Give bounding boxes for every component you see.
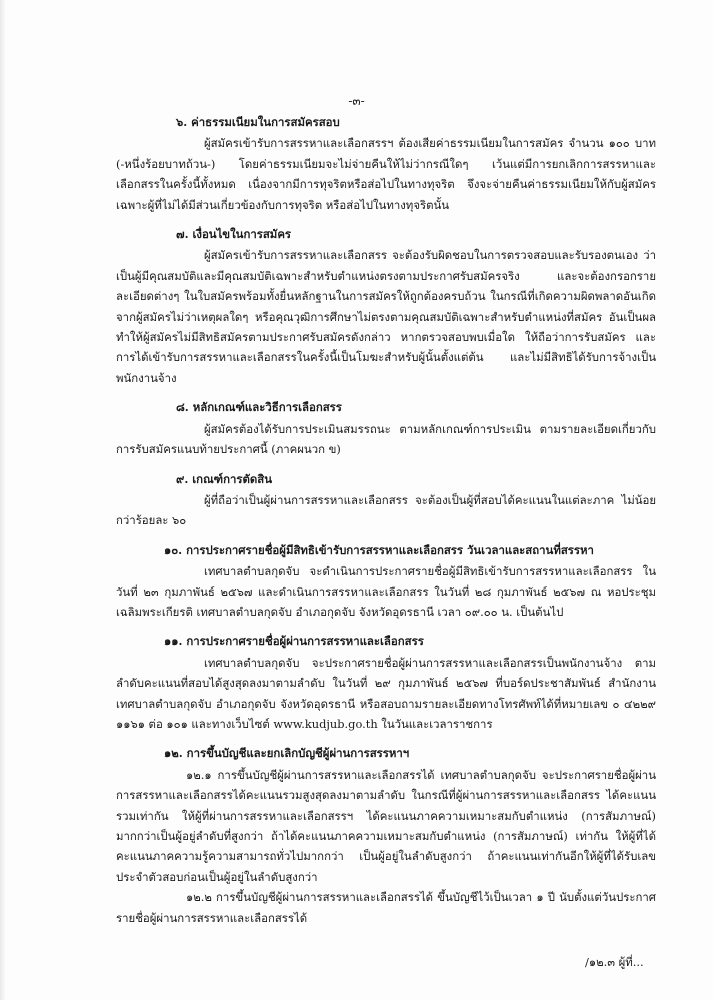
section-results-announcement bbox=[116, 631, 656, 734]
section-conditions bbox=[116, 224, 656, 388]
section-fee bbox=[116, 112, 656, 215]
section-candidate-announcement bbox=[116, 540, 656, 623]
document-body bbox=[116, 112, 656, 937]
section-heading: ๖. ค่าธรรมเนียมในการสมัครสอบ bbox=[176, 115, 340, 129]
section-paragraph: เทศบาลตำบลกุดจับ จะดำเนินการประกาศรายชื่อผู้มีสิทธิเข้ารับการสรรหาและเลือกสรร ในวันที่ ๒๓ กุมภาพันธ์ ๒๕๖๗ และดำเนินการสรรหาและเลือกสรร ในวันที่ ๒๘ กุมภาพันธ์ ๒๕๖๗ ณ หอประชุมเฉลิมพระเกียรติ เทศบาลตำบลกุดจับ อำเภอกุดจับ จังหวัดอุดรธานี เวลา ๐๙.๐๐ น. เป็นต้นไป bbox=[116, 564, 656, 619]
continuation-marker: /๑๒.๓ ผู้ที่... bbox=[585, 955, 644, 969]
section-heading: ๙. เกณฑ์การตัดสิน bbox=[176, 471, 273, 486]
section-judgment-criteria bbox=[116, 469, 656, 531]
section-paragraph: ผู้สมัครเข้ารับการสรรหาและเลือกสรร จะต้องรับผิดชอบในการตรวจสอบและรับรองตนเอง ว่าเป็นผู้มีคุณสมบัติและมีคุณสมบัติเฉพาะสำหรับตำแหน่งตรงตามประกาศรับสมัครจริง และจะต้องกรอกรายละเอียดต่างๆ ในใบสมัครพร้อมทั้งยื่นหลักฐานในการสมัครให้ถูกต้องครบถ้วน ในกรณีที่เกิดความผิดพลาดอันเกิดจากผู้สมัครไม่ว่าเหตุผลใดๆ หรือคุณวุฒิการศึกษาไม่ตรงตามคุณสมบัติเฉพาะสำหรับตำแหน่งที่สมัคร อันเป็นผลทำให้ผู้สมัครไม่มีสิทธิสมัครตามประกาศรับสมัครดังกล่าว หากตรวจสอบพบเมื่อใด ให้ถือว่าการรับสมัคร และการได้เข้ารับการสรรหาและเลือกสรรในครั้งนี้เป็นโมฆะสำหรับผู้นั้นตั้งแต่ต้น และไม่มีสิทธิได้รับการจ้างเป็นพนักงานจ้าง bbox=[116, 248, 656, 385]
section-paragraph: ๑๒.๑ การขึ้นบัญชีผู้ผ่านการสรรหาและเลือกสรรได้ เทศบาลตำบลกุดจับ จะประกาศรายชื่อผู้ผ่านการสรรหาและเลือกสรรได้คะแนนรวมสูงสุดลงมาตามลำดับ ในกรณีที่ผู้ผ่านการสรรหาและเลือกสรร ได้คะแนนรวมเท่ากัน ให้ผู้ที่ผ่านการสรรหาและเลือกสรรฯ ได้คะแนนภาคความเหมาะสมกับตำแหน่ง (การสัมภาษณ์) มากกว่าเป็นผู้อยู่ลำดับที่สูงกว่า ถ้าได้คะแนนภาคความเหมาะสมกับตำแหน่ง (การสัมภาษณ์) เท่ากัน ให้ผู้ที่ได้คะแนนภาคความรู้ความสามารถทั่วไปมากกว่า เป็นผู้อยู่ในลำดับสูงกว่า ถ้าคะแนนเท่ากันอีกให้ผู้ที่ได้รับเลขประจำตัวสอบก่อนเป็นผู้อยู่ในลำดับสูงกว่า bbox=[116, 767, 656, 884]
section-heading: ๑๐. การประกาศรายชื่อผู้มีสิทธิเข้ารับการสรรหาและเลือกสรร วันเวลาและสถานที่สรรหา bbox=[164, 542, 594, 557]
section-list-registration bbox=[116, 743, 656, 928]
section-paragraph: ผู้สมัครเข้ารับการสรรหาและเลือกสรรฯ ต้องเสียค่าธรรมเนียมในการสมัคร จำนวน ๑๐๐ บาท (-หนึ่งร้อยบาทถ้วน-) โดยค่าธรรมเนียมจะไม่จ่ายคืนให้ไม่ว่ากรณีใดๆ เว้นแต่มีการยกเลิกการสรรหาและเลือกสรรในครั้งนี้ทั้งหมด เนื่องจากมีการทุจริตหรือส่อไปในทางทุจริต จึงจะจ่ายคืนค่าธรรมเนียมให้กับผู้สมัคร เฉพาะผู้ที่ไม่ได้มีส่วนเกี่ยวข้องกับการทุจริต หรือส่อไปในทางทุจริตนั้น bbox=[116, 136, 656, 212]
section-heading: ๗. เงื่อนไขในการสมัคร bbox=[176, 227, 292, 242]
section-paragraph: ๑๒.๒ การขึ้นบัญชีผู้ผ่านการสรรหาและเลือกสรรได้ ขึ้นบัญชีไว้เป็นเวลา ๑ ปี นับตั้งแต่วันประกาศรายชื่อผู้ผ่านการสรรหาและเลือกสรรได้ bbox=[116, 890, 656, 925]
section-heading: ๘. หลักเกณฑ์และวิธีการเลือกสรร bbox=[176, 400, 342, 415]
section-heading: ๑๒. การขึ้นบัญชีและยกเลิกบัญชีผู้ผ่านการสรรหาฯ bbox=[164, 746, 410, 761]
page-number: -๓- bbox=[348, 94, 365, 108]
scan-edge-shadow bbox=[0, 0, 6, 1000]
section-selection-criteria bbox=[116, 397, 656, 459]
section-paragraph: ผู้ที่ถือว่าเป็นผู้ผ่านการสรรหาและเลือกสรร จะต้องเป็นผู้ที่สอบได้คะแนนในแต่ละภาค ไม่น้อยกว่าร้อยละ ๖๐ bbox=[116, 492, 656, 528]
section-paragraph: เทศบาลตำบลกุดจับ จะประกาศรายชื่อผู้ผ่านการสรรหาและเลือกสรรเป็นพนักงานจ้าง ตามลำดับคะแนนที่สอบได้สูงสุดลงมาตามลำดับ ในวันที่ ๒๙ กุมภาพันธ์ ๒๕๖๗ ที่บอร์ดประชาสัมพันธ์ สำนักงานเทศบาลตำบลกุดจับ อำเภอกุดจับ จังหวัดอุดรธานี หรือสอบถามรายละเอียดทางโทรศัพท์ได้ที่หมายเลข ๐ ๔๒๒๙ ๑๑๖๑ ต่อ ๑๐๑ และทางเว็บไซต์ www.kudjub.go.th ในวันและเวลาราชการ bbox=[116, 655, 656, 731]
section-paragraph: ผู้สมัครต้องได้รับการประเมินสมรรถนะ ตามหลักเกณฑ์การประเมิน ตามรายละเอียดเกี่ยวกับการรับสมัครแนบท้ายประกาศนี้ (ภาคผนวก ข) bbox=[116, 421, 656, 457]
section-heading: ๑๑. การประกาศรายชื่อผู้ผ่านการสรรหาและเลือกสรร bbox=[164, 634, 424, 649]
